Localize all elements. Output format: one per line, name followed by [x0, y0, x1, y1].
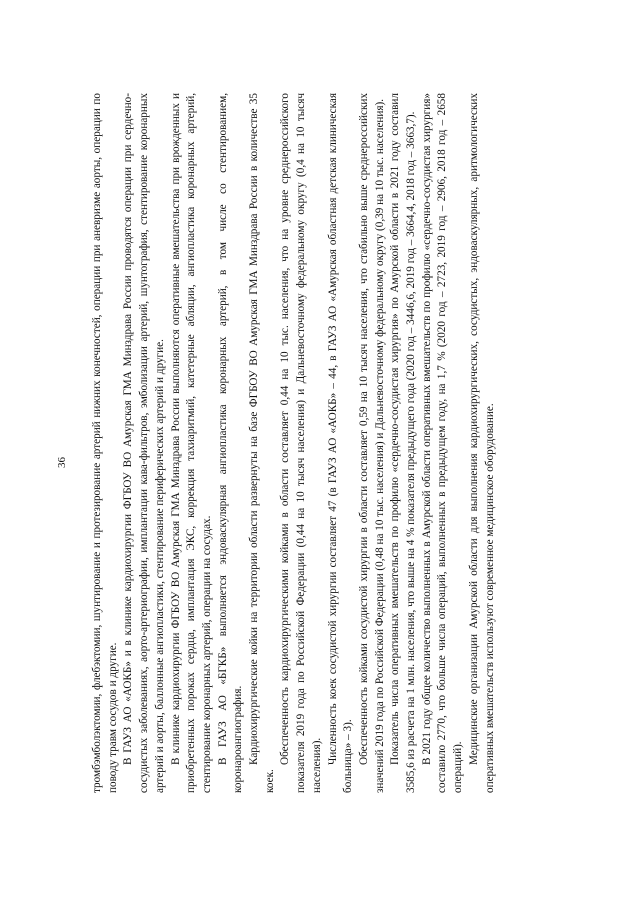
paragraph: В клинике кардиохирургии ФГБОУ ВО Амурская ГМА Минздрава России выполняются оперативные вмешательства при врожденных и приобретенных пороках сердца, имплантация ЭКС, коррекция тахиаритмий, катетерные абляции, ангиопластика коронарных артерий, стентирование коронарных артерий, операции на сосудах. [169, 93, 213, 793]
page-number: 36 [56, 457, 68, 468]
paragraph: Численность коек сосудистой хирургии составляет 47 (в ГАУЗ АО «АОКБ» – 44, в ГАУЗ АО «Амурская областная детская клиническая больница» – 3). [326, 93, 355, 793]
paragraph: Показатель числа оперативных вмешательств по профилю «сердечно-сосудистая хирургия» по Амурской области в 2021 году составил 3585,6 из расчета на 1 млн. населения, что выше на 4 % показателя предыдущего года (2020 год – 3446,6, 2019 год – 3664,4, 2018 год – 3663,7). [389, 93, 418, 793]
paragraph: тромбэмболэктомии, флебэктомии, шунтирование и протезирование артерий нижних конечностей, операции при аневризме аорты, операции по поводу травм сосудов и другие. [91, 93, 119, 793]
paragraph: В 2021 году общее количество выполненных в Амурской области оперативных вмешательств по профилю «сердечно-сосудистая хирургия» составило 2770, что больше числа операций, выполненных в предыдущем году, на 1,7 % (2020 год – 2723, 2019 год – 2906, 2018 год – 2658 операций). [420, 93, 465, 793]
paragraph: Кардиохирургические койки на территории области развернуты на базе ФГБОУ ВО Амурская ГМА Минздрава России в количестве 35 коек. [248, 93, 276, 793]
paragraph: Обеспеченность кардиохирургическими койками в области составляет 0,44 на 10 тыс. населения, что на уровне среднероссийского показателя 2019 года по Российской Федерации (0,44 на 10 тысяч населения) и Дальневосточному федеральному округу (0,4 на 10 тысяч населения). [279, 93, 323, 793]
paragraph: В ГАУЗ АО «АОКБ» и в клинике кардиохирургии ФГБОУ ВО Амурская ГМА Минздрава России проводятся операции при сердечно-сосудистых заболеваниях, аорто-артериографии, имплантации кава-фильтров, эмболизации артерий, шунтография, стентирование коронарных артерий и аорты, баллонные ангиопластики, стентирование периферических артерий и другие. [122, 93, 166, 793]
paragraph: Обеспеченность койками сосудистой хирургии в области составляет 0,59 на 10 тысяч населения, что стабильно выше среднероссийских значений 2019 года по Российской Федерации (0,48 на 10 тыс. населения) и Дальневосточному федеральному округу (0,39 на 10 тыс. населения). [357, 93, 386, 793]
paragraph: Медицинские организации Амурской области для выполнения кардиохирургических, сосудистых, эндоваскулярных, аритмологических оперативных вмешательств используют современное медицинское оборудование. [467, 93, 496, 793]
paragraph: В ГАУЗ АО «БГКБ» выполняется эндоваскулярная ангиопластика коронарных артерий, в том числе со стентированием, коронароангиография. [216, 93, 245, 793]
document-body [90, 93, 498, 793]
